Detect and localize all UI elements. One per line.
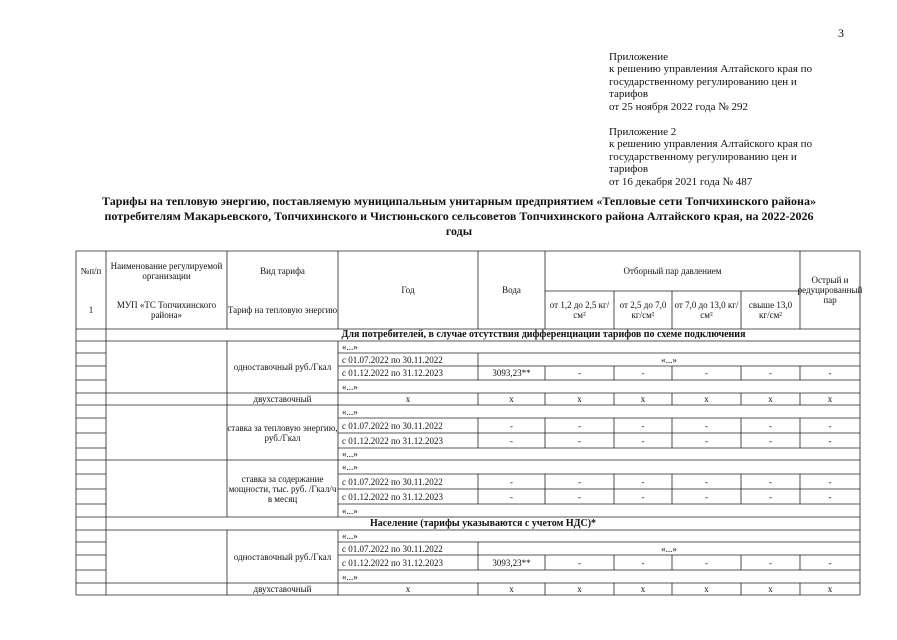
dash-cell: -: [769, 557, 772, 568]
ellipsis-cell: «...»: [342, 406, 358, 417]
appendix-line: государственному регулированию цен и: [609, 150, 797, 163]
x-cell: x: [405, 584, 411, 594]
dash-cell: -: [510, 435, 513, 446]
title-line: годы: [445, 224, 473, 238]
appendix-line: к решению управления Алтайского края по: [609, 138, 813, 151]
header-p3: от 7,0 до 13,0 кг/см²: [674, 300, 739, 320]
appendix-line: тарифов: [609, 163, 649, 176]
period-cell: с 01.12.2022 по 31.12.2023: [342, 368, 444, 378]
ellipsis-cell: «...»: [342, 505, 358, 516]
dash-cell: -: [641, 557, 645, 568]
dash-cell: -: [769, 368, 772, 378]
dash-cell: -: [578, 557, 581, 568]
title-line: Тарифы на тепловую энергию, поставляемую муниципальным унитарным предприятием «Тепловые сети Топчихинского района»: [102, 194, 816, 208]
ellipsis-cell: «...»: [661, 543, 677, 554]
header-sharp-steam: Острый и редуцированный пар: [797, 275, 863, 305]
dash-cell: -: [705, 435, 708, 446]
dash-cell: -: [641, 420, 645, 431]
appendix-line: от 25 ноября 2022 года № 292: [609, 100, 748, 113]
label-single-rate: одноставочный руб./Гкал: [233, 551, 332, 562]
header-water: Вода: [502, 285, 521, 295]
ellipsis-cell: «...»: [661, 354, 677, 365]
x-cell: x: [827, 584, 833, 594]
dash-cell: -: [578, 435, 581, 446]
water-value: 3093,23**: [492, 368, 531, 378]
header-year: Год: [401, 285, 415, 295]
dash-cell: -: [828, 476, 832, 487]
x-cell: x: [405, 394, 411, 404]
dash-cell: -: [705, 368, 708, 378]
label-single-rate: одноставочный руб./Гкал: [233, 362, 332, 372]
x-cell: x: [704, 584, 709, 594]
period-cell: с 01.07.2022 по 30.11.2022: [342, 543, 443, 554]
dash-cell: -: [828, 491, 832, 502]
label-capacity-rate: ставка за содержание мощности, тыс. руб. /Гкал/ч в месяц: [228, 473, 337, 504]
period-cell: с 01.07.2022 по 30.11.2022: [342, 476, 443, 487]
header-num: №п/п: [80, 266, 102, 276]
x-cell: x: [577, 394, 582, 404]
ellipsis-cell: «...»: [342, 342, 358, 352]
header-tariff: Вид тарифа: [260, 266, 305, 276]
dash-cell: -: [769, 491, 772, 502]
dash-cell: -: [510, 476, 513, 487]
dash-cell: -: [769, 435, 772, 446]
dash-cell: -: [705, 476, 708, 487]
dash-cell: -: [578, 476, 581, 487]
period-cell: с 01.12.2022 по 31.12.2023: [342, 557, 444, 568]
x-cell: x: [640, 394, 646, 404]
ellipsis-cell: «...»: [342, 449, 358, 459]
appendix-line: от 16 декабря 2021 года № 487: [609, 175, 753, 188]
dash-cell: -: [641, 476, 645, 487]
ellipsis-cell: «...»: [342, 462, 358, 472]
header-org: Наименование регулируемой организации: [110, 261, 223, 281]
period-cell: с 01.07.2022 по 30.11.2022: [342, 354, 443, 365]
appendix-line: тарифов: [609, 88, 649, 101]
ellipsis-cell: «...»: [342, 381, 358, 392]
dash-cell: -: [769, 420, 772, 431]
title-line: потребителям Макарьевского, Топчихинского и Чистюньского сельсоветов Топчихинского района Алтайского края, на 2022-2026: [104, 209, 814, 223]
dash-cell: -: [769, 476, 772, 487]
dash-cell: -: [510, 420, 513, 431]
row-org: МУП «ТС Топчихинского района»: [116, 300, 217, 320]
appendix-line: Приложение: [609, 51, 669, 63]
appendix-line: Приложение 2: [609, 126, 677, 138]
appendix-line: к решению управления Алтайского края по: [609, 63, 813, 76]
dash-cell: -: [641, 368, 645, 378]
label-two-rate: двухставочный: [253, 584, 312, 594]
period-cell: с 01.12.2022 по 31.12.2023: [342, 491, 444, 502]
x-cell: x: [827, 394, 833, 404]
section-title-2: Население (тарифы указываются с учетом НДС)*: [369, 517, 597, 529]
dash-cell: -: [828, 368, 832, 378]
ellipsis-cell: «...»: [342, 571, 358, 582]
period-cell: с 01.07.2022 по 30.11.2022: [342, 420, 443, 431]
x-cell: x: [640, 584, 646, 594]
x-cell: x: [768, 584, 773, 594]
dash-cell: -: [828, 420, 832, 431]
period-cell: с 01.12.2022 по 31.12.2023: [342, 435, 444, 446]
section-title-1: Для потребителей, в случае отсутствия дифференциации тарифов по схеме подключения: [341, 329, 746, 340]
dash-cell: -: [641, 435, 645, 446]
header-steam: Отборный пар давлением: [623, 266, 722, 276]
dash-cell: -: [641, 491, 645, 502]
appendix-block-1: [609, 51, 839, 113]
x-cell: x: [509, 394, 514, 404]
header-p2: от 2,5 до 7,0 кг/см²: [619, 300, 667, 320]
dash-cell: -: [828, 557, 832, 568]
document-title: [68, 194, 850, 239]
dash-cell: -: [705, 491, 708, 502]
dash-cell: -: [705, 420, 708, 431]
x-cell: x: [509, 584, 514, 594]
dash-cell: -: [828, 435, 832, 446]
ellipsis-cell: «...»: [342, 531, 358, 541]
label-two-rate: двухставочный: [253, 394, 312, 404]
appendix-line: государственному регулированию цен и: [609, 75, 797, 88]
dash-cell: -: [578, 420, 581, 431]
dash-cell: -: [510, 491, 513, 502]
row-tariff: Тариф на тепловую энергию: [227, 305, 338, 315]
dash-cell: -: [578, 368, 581, 378]
header-p1: от 1,2 до 2,5 кг/см²: [549, 300, 610, 320]
row-num: 1: [88, 305, 94, 315]
x-cell: x: [704, 394, 709, 404]
label-heat-rate: ставка за тепловую энергию, руб./Гкал: [227, 422, 338, 443]
dash-cell: -: [578, 491, 581, 502]
water-value: 3093,23**: [492, 557, 531, 568]
header-p4: свыше 13,0 кг/см²: [748, 300, 793, 320]
page-number: 3: [838, 26, 844, 40]
dash-cell: -: [705, 557, 708, 568]
appendix-block-2: [609, 126, 839, 188]
x-cell: x: [577, 584, 582, 594]
x-cell: x: [768, 394, 773, 404]
